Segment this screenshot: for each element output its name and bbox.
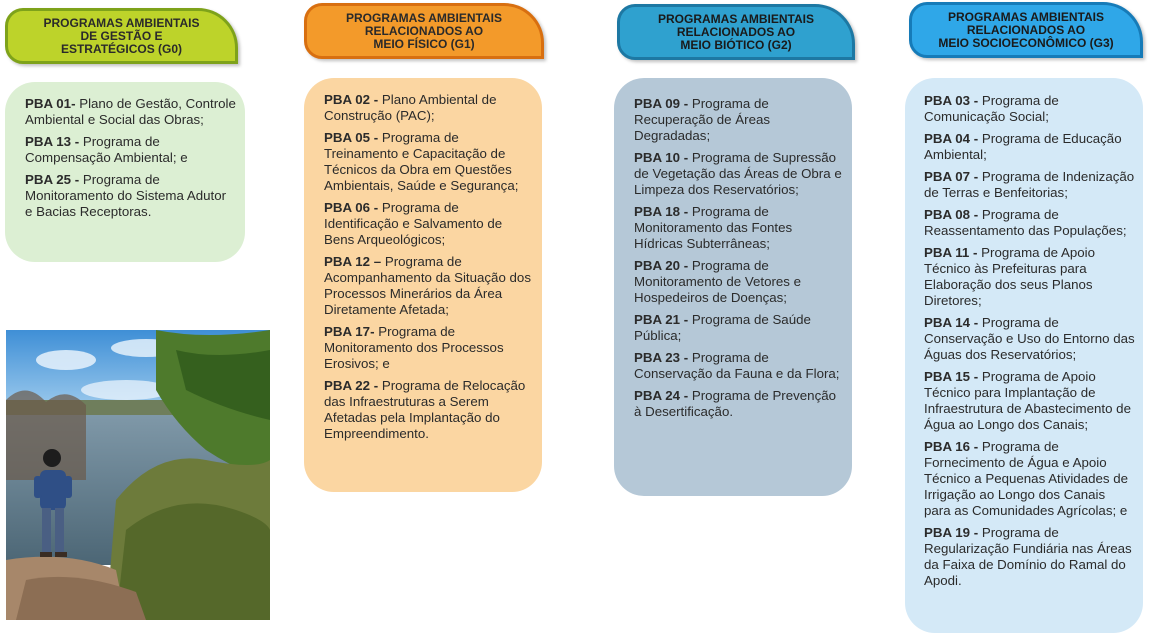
program-description: Programa de Acompanhamento da Situação dos Processos Minerários da Área Diretamente Afetada;: [324, 254, 531, 317]
group-g1-title: PROGRAMAS AMBIENTAIS RELACIONADOS AO MEIO FÍSICO (G1): [346, 10, 502, 51]
program-description: Programa de Reassentamento das Populações;: [924, 207, 1127, 238]
program-item: [634, 350, 844, 382]
program-code: PBA 06 -: [324, 200, 379, 215]
group-g1-programs: [304, 78, 542, 492]
group-g2-title: PROGRAMAS AMBIENTAIS RELACIONADOS AO MEIO BIÓTICO (G2): [658, 11, 814, 52]
program-item: [924, 93, 1135, 125]
program-code: PBA 16 -: [924, 439, 979, 454]
program-description: Programa de Treinamento e Capacitação de Técnicos da Obra em Questões Ambientais, Saúde e Segurança;: [324, 130, 519, 193]
program-code: PBA 03 -: [924, 93, 979, 108]
program-description: Programa de Apoio Técnico às Prefeituras para Elaboração dos seus Planos Diretores;: [924, 245, 1095, 308]
program-description: Programa de Monitoramento do Sistema Adutor e Bacias Receptoras.: [25, 172, 227, 219]
program-code: PBA 05 -: [324, 130, 379, 145]
program-item: [324, 378, 534, 442]
program-code: PBA 04 -: [924, 131, 979, 146]
program-code: PBA 22 -: [324, 378, 379, 393]
program-item: [324, 200, 534, 248]
program-code: PBA 23 -: [634, 350, 689, 365]
program-item: [25, 96, 237, 128]
program-code: PBA 14 -: [924, 315, 979, 330]
program-item: [324, 254, 534, 318]
group-g2-header: [617, 4, 855, 60]
reservoir-photo: [6, 330, 270, 620]
program-code: PBA 08 -: [924, 207, 979, 222]
program-item: [324, 324, 534, 372]
group-g3-header: [909, 2, 1143, 58]
program-item: [924, 131, 1135, 163]
program-item: [634, 150, 844, 198]
program-item: [924, 315, 1135, 363]
program-description: Programa de Saúde Pública;: [634, 312, 811, 343]
group-g3-title: PROGRAMAS AMBIENTAIS RELACIONADOS AO MEIO SOCIOECONÔMICO (G3): [938, 9, 1114, 50]
program-item: [924, 525, 1135, 589]
program-description: Programa de Monitoramento dos Processos Erosivos; e: [324, 324, 504, 371]
program-item: [324, 130, 534, 194]
program-item: [634, 388, 844, 420]
program-item: [924, 169, 1135, 201]
program-description: Programa de Relocação das Infraestruturas a Serem Afetadas pela Implantação do Empreendimento.: [324, 378, 526, 441]
program-code: PBA 02 -: [324, 92, 379, 107]
program-code: PBA 20 -: [634, 258, 689, 273]
program-code: PBA 17-: [324, 324, 375, 339]
group-g0-programs: [5, 82, 245, 262]
group-g0-title: PROGRAMAS AMBIENTAIS DE GESTÃO E ESTRATÉGICOS (G0): [43, 15, 200, 56]
program-code: PBA 19 -: [924, 525, 979, 540]
program-code: PBA 09 -: [634, 96, 689, 111]
program-item: [25, 134, 237, 166]
program-code: PBA 01-: [25, 96, 76, 111]
program-item: [634, 96, 844, 144]
group-g2-programs: [614, 78, 852, 496]
program-code: PBA 25 -: [25, 172, 80, 187]
program-description: Programa de Compensação Ambiental; e: [25, 134, 188, 165]
program-code: PBA 15 -: [924, 369, 979, 384]
program-description: Programa de Monitoramento das Fontes Hídricas Subterrâneas;: [634, 204, 793, 251]
program-item: [924, 439, 1135, 519]
program-item: [634, 258, 844, 306]
program-code: PBA 13 -: [25, 134, 80, 149]
program-code: PBA 11 -: [924, 245, 978, 260]
program-code: PBA 21 -: [634, 312, 689, 327]
program-description: Plano de Gestão, Controle Ambiental e Social das Obras;: [25, 96, 236, 127]
program-item: [924, 245, 1135, 309]
program-item: [25, 172, 237, 220]
program-description: Plano Ambiental de Construção (PAC);: [324, 92, 497, 123]
group-g1-header: [304, 3, 544, 59]
program-description: Programa de Educação Ambiental;: [924, 131, 1122, 162]
program-code: PBA 24 -: [634, 388, 689, 403]
program-code: PBA 18 -: [634, 204, 689, 219]
program-item: [924, 207, 1135, 239]
program-item: [634, 312, 844, 344]
program-item: [634, 204, 844, 252]
program-description: Programa de Supressão de Vegetação das Áreas de Obra e Limpeza dos Reservatórios;: [634, 150, 842, 197]
program-description: Programa de Conservação da Fauna e da Flora;: [634, 350, 840, 381]
group-g3-programs: [905, 78, 1143, 633]
program-item: [324, 92, 534, 124]
program-description: Programa de Fornecimento de Água e Apoio Técnico a Pequenas Atividades de Irrigação ao Longo dos Canais para as Comunidades Agrícolas; e: [924, 439, 1129, 518]
program-description: Programa de Identificação e Salvamento de Bens Arqueológicos;: [324, 200, 503, 247]
program-description: Programa de Apoio Técnico para Implantação de Infraestrutura de Abastecimento de Água ao Longo dos Canais;: [924, 369, 1131, 432]
program-code: PBA 10 -: [634, 150, 689, 165]
program-item: [924, 369, 1135, 433]
program-description: Programa de Conservação e Uso do Entorno das Águas dos Reservatórios;: [924, 315, 1135, 362]
program-description: Programa de Regularização Fundiária nas Áreas da Faixa de Domínio do Ramal do Apodi.: [924, 525, 1132, 588]
program-description: Programa de Prevenção à Desertificação.: [634, 388, 837, 419]
program-code: PBA 12 –: [324, 254, 382, 269]
program-description: Programa de Recuperação de Áreas Degradadas;: [634, 96, 771, 143]
program-description: Programa de Indenização de Terras e Benfeitorias;: [924, 169, 1135, 200]
program-description: Programa de Comunicação Social;: [924, 93, 1059, 124]
program-description: Programa de Monitoramento de Vetores e Hospedeiros de Doenças;: [634, 258, 802, 305]
group-g0-header: [5, 8, 238, 64]
program-code: PBA 07 -: [924, 169, 979, 184]
